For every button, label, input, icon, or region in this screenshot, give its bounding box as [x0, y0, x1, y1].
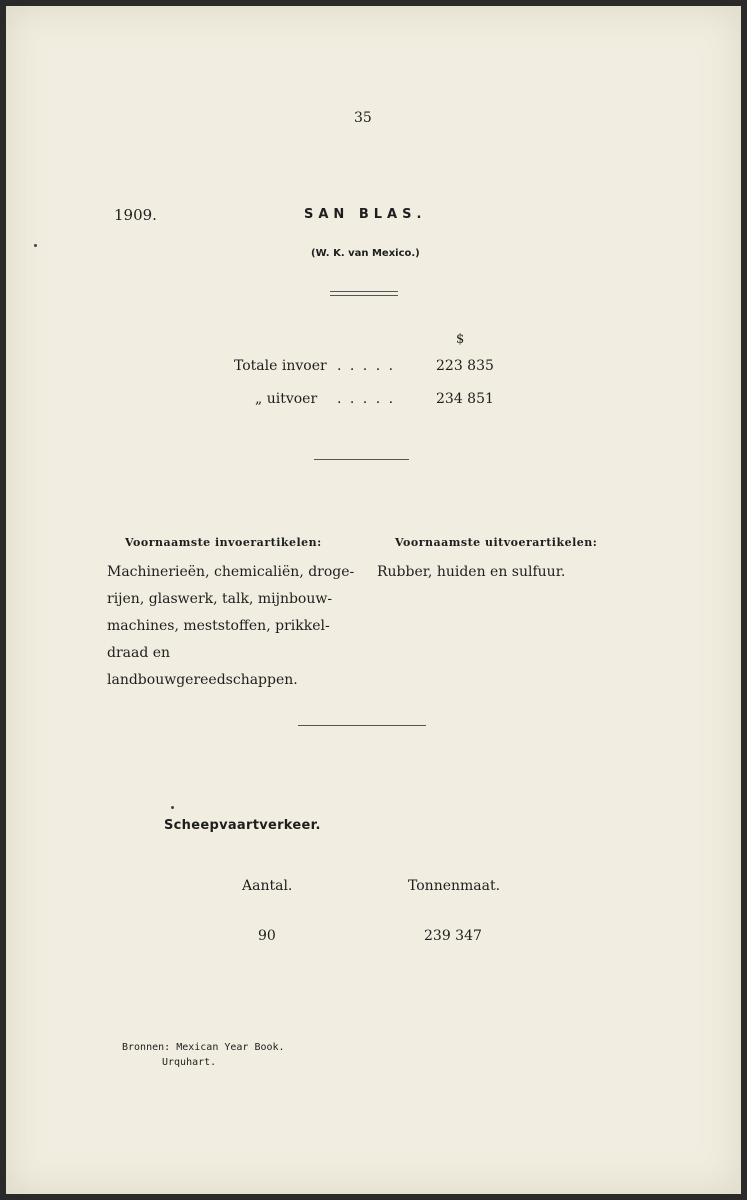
- source-item: Mexican Year Book.: [176, 1042, 285, 1053]
- exports-line: Rubber, huiden en sulfuur.: [377, 564, 566, 580]
- double-rule-bottom: [330, 295, 398, 296]
- double-rule-top: [330, 291, 398, 292]
- imports-line: draad en landbouwgereedschappen.: [107, 645, 298, 688]
- shipping-col-tonnage: Tonnenmaat.: [408, 878, 501, 894]
- page-subtitle: (W. K. van Mexico.): [311, 248, 420, 259]
- trade-dots-import: . . . . .: [337, 358, 396, 374]
- document-page: [6, 6, 741, 1194]
- shipping-col-count: Aantal.: [242, 878, 293, 894]
- shipping-title: Scheepvaartverkeer.: [164, 818, 321, 833]
- sources-block: [122, 1040, 285, 1070]
- divider-rule-2: [298, 725, 426, 726]
- imports-line: rijen, glaswerk, talk, mijnbouw-: [107, 591, 333, 607]
- trade-label-export: „ uitvoer: [255, 391, 318, 407]
- shipping-tonnage: 239 347: [424, 928, 482, 944]
- trade-value-import: 223 835: [436, 358, 494, 374]
- imports-line: machines, meststoffen, prikkel-: [107, 618, 330, 634]
- sources-label: Bronnen:: [122, 1042, 171, 1053]
- speck-mark: [171, 806, 174, 809]
- shipping-count: 90: [258, 928, 276, 944]
- page-title: SAN BLAS.: [304, 207, 427, 222]
- imports-line: Machinerieën, chemicaliën, droge-: [107, 564, 355, 580]
- trade-dots-export: . . . . .: [337, 391, 396, 407]
- source-item: Urquhart.: [162, 1057, 217, 1068]
- currency-symbol: $: [456, 332, 465, 347]
- year: 1909.: [114, 206, 157, 224]
- trade-value-export: 234 851: [436, 391, 494, 407]
- trade-label-import: Totale invoer: [234, 358, 327, 374]
- imports-heading: Voornaamste invoerartikelen:: [125, 536, 322, 549]
- imports-text: [107, 559, 357, 694]
- divider-rule-1: [314, 459, 409, 460]
- page-number: 35: [354, 110, 372, 126]
- exports-text: [377, 559, 627, 586]
- speck-mark: [34, 244, 37, 247]
- exports-heading: Voornaamste uitvoerartikelen:: [395, 536, 598, 549]
